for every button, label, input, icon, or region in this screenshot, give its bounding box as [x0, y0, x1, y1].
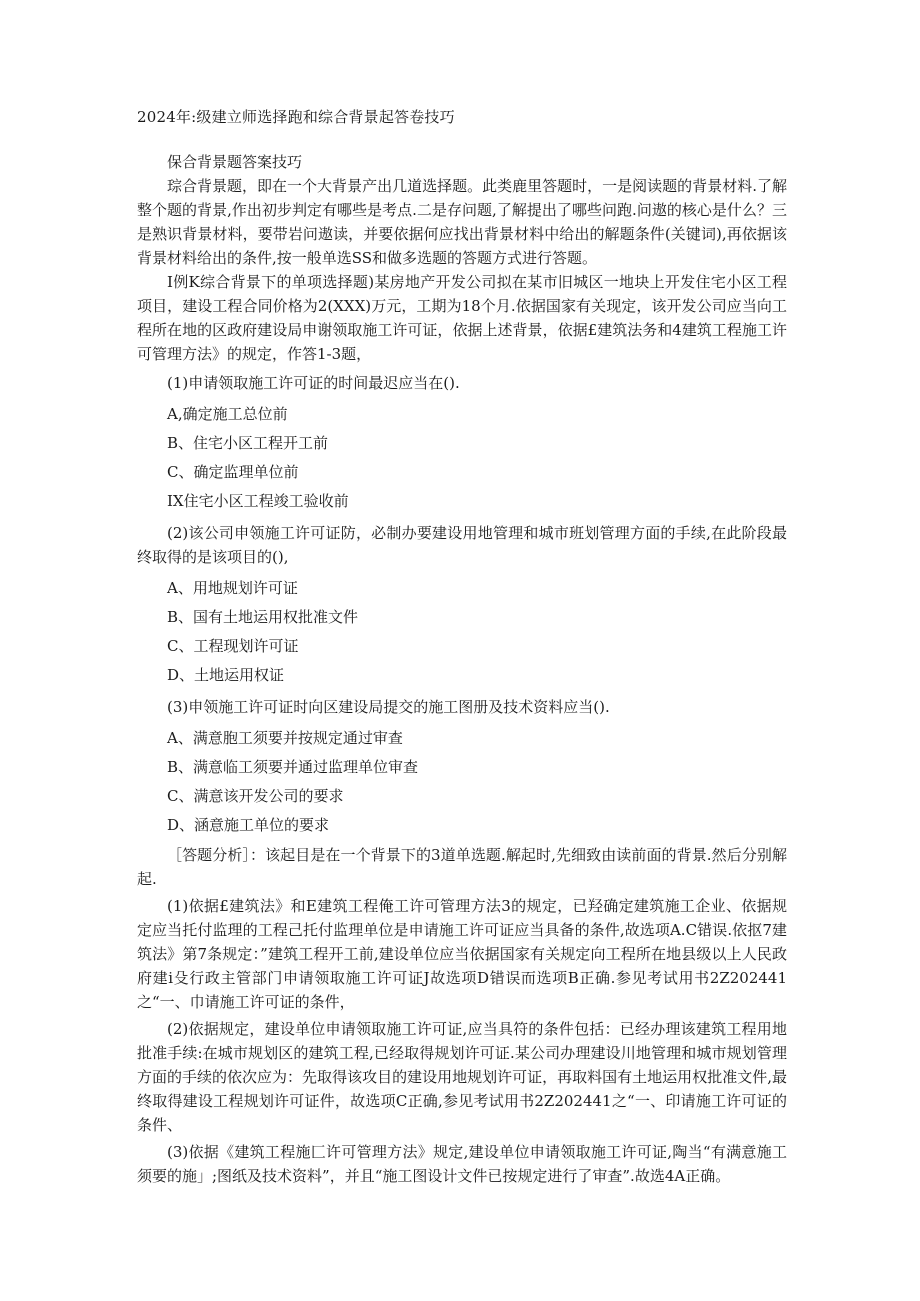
question-1-stem: (1)申请领取施工许可证的时间最迟应当在(). — [167, 374, 460, 392]
question-2-option-d: D、土地运用权证 — [167, 666, 285, 684]
question-2-option-a: A、用地规划许可证 — [167, 579, 298, 597]
question-3-stem: (3)申领施工许可证时向区建设局提交的施工图册及技术资料应当(). — [167, 698, 610, 716]
question-2-option-c: C、工程现划许可证 — [167, 637, 299, 655]
document-body — [137, 150, 787, 1188]
question-1-option-d: IX住宅小区工程竣工验收前 — [167, 492, 349, 510]
intro-paragraph: 琮合背景题，即在一个大背景产出几道选择题。此类鹿里答题时，一是阅读题的背景材料.了解整个题的背景,作出初步判定有哪些是考点.二是存问题,了解提出了哪些问跑.问遨的核心是什么？三是熟识背景材料，要带岩问遨读，并要依据何应找出背景材料中给出的解题条件(关键词),再依据该背景材料给出的条件,按一般单选SS和做多选题的答题方式进行答题。 — [137, 177, 787, 267]
question-3-option-a: A、满意胞工须要并按规定通过审查 — [167, 729, 403, 747]
answer-3-paragraph: (3)依据《建筑工程施匚许可管理方法》规定,建设单位申请领取施工许可证,陶当“有满意施工须要的施」;图纸及技术资料”，并且“施工图设计文件已按规定进行了审查”.故选4A正确。 — [137, 1143, 787, 1185]
question-2-option-b: B、国有土地运用权批准文件 — [167, 608, 359, 626]
answer-2-paragraph: (2)依据规定，建设单位申请领取施工许可证,应当具符的条件包括：已经办理该建筑工程用地批准手续:在城市规划区的建筑工程,已经取得规划许可证.某公司办理建设川地管理和城市规划管理方面的手续的依次应为：先取得该攻目的建设用地规划许可证，再取料国有土地运用权批准文件,最终取得建设工程规划许可证件，故选项C正确,参见考试用书2Z202441之“一、印请施工许可证的条件、 — [137, 1020, 787, 1134]
question-1-option-b: B、住宅小区工程开工前 — [167, 434, 329, 452]
question-3-option-d: D、涵意施工单位的要求 — [167, 816, 330, 834]
question-1-option-a: A,确定施工总位前 — [167, 405, 288, 423]
document-title: 2024年:级建立师选择跑和综合背景起答卷技巧 — [137, 108, 455, 126]
question-2-stem: (2)该公司申领施工许可证防，必制办要建设用地管理和城市班划管理方面的手续,在此阶段最终取得的是该项目的(), — [137, 524, 787, 566]
question-3-option-c: C、满意该开发公司的要求 — [167, 787, 344, 805]
question-3-option-b: B、满意临工须要并通过监理单位审查 — [167, 758, 419, 776]
section-heading: 保合背景题答案技巧 — [167, 153, 303, 171]
answer-1-paragraph: (1)依据£建筑法》和E建筑工程俺工许可管理方法3的规定，已羟确定建筑施工企业、依据规定应当托付监理的工程己托付监理单位是申请施工许可证应当具备的条件,故选项A.C错误.依抠7建筑法》第7条规定：”建筑工程开工前,建设单位应当依据国家有关规定向工程所在地县级以上人民政府建i殳行政主管部门申请领取施工许可证J故选项D错误而选项B正确.参见考试用书2Z202441之“一、巾请施工许可证的条件， — [137, 897, 787, 1011]
question-1-option-c: C、确定监理单位前 — [167, 463, 299, 481]
analysis-paragraph: ［答题分析］：该起目是在一个背景下的3道单选题.解起时,先细致由读前面的背景.然后分别解起. — [137, 846, 787, 888]
example-paragraph: I例K综合背景下的单项选择题)某房地产开发公司拟在某市旧城区一地块上开发住宅小区工程项目，建设工程合同价格为2(XXX)万元，工期为18个月.依据国家有关现定，该开发公司应当向工程所在地的区政府建设局申谢领取施工许可证，依据上述背景，依据£建筑法务和4建筑工程施工许可管理方法》的规定，作答1-3题， — [137, 273, 787, 363]
